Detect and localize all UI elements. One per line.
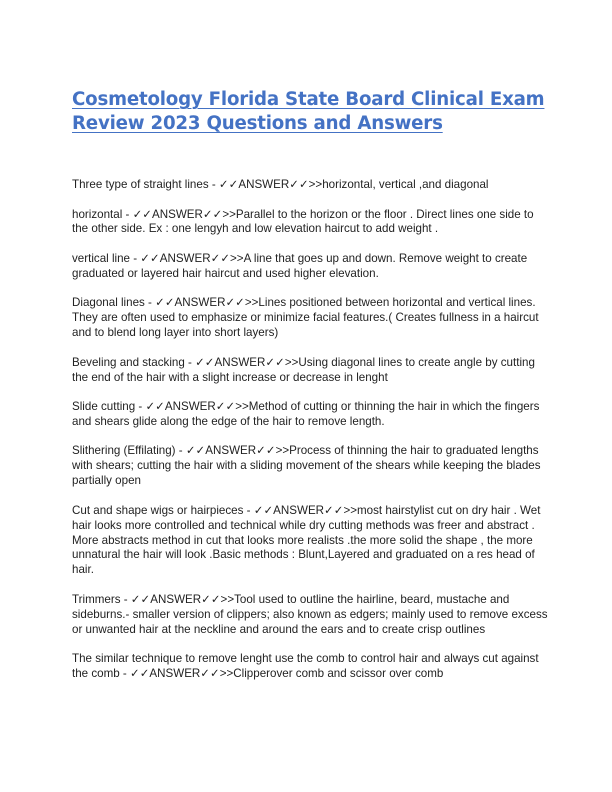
- qa-entry: Beveling and stacking - ✓✓ANSWER✓✓>>Using diagonal lines to create angle by cutting the end of the hair with a slight increase or decrease in lenght: [72, 355, 535, 384]
- document-title: Cosmetology Florida State Board Clinical Exam Review 2023 Questions and Answers: [72, 89, 545, 134]
- qa-entry: Diagonal lines - ✓✓ANSWER✓✓>>Lines positioned between horizontal and vertical lines. They are often used to emphasize or minimize facial features.( Creates fullness in a haircut and to blend long layer into short layers): [72, 296, 539, 340]
- qa-entry: vertical line - ✓✓ANSWER✓✓>>A line that goes up and down. Remove weight to create graduated or layered hair haircut and used higher elevation.: [72, 251, 528, 280]
- document-body: [72, 178, 548, 697]
- qa-entry: Cut and shape wigs or hairpieces - ✓✓ANSWER✓✓>>most hairstylist cut on dry hair . Wet hair looks more controlled and technical while dry cutting methods was freer and abstract . More abstracts method in cut that looks more realists .the more solid the shape , the more unnatural the hair will look .Basic methods : Blunt,Layered and graduated on a res head of hair.: [72, 503, 541, 577]
- qa-entry: Trimmers - ✓✓ANSWER✓✓>>Tool used to outline the hairline, beard, mustache and sideburns.- smaller version of clippers; also known as edgers; mainly used to remove excess or unwanted hair at the neckline and around the ears and to create crisp outlines: [72, 592, 548, 636]
- qa-entry: horizontal - ✓✓ANSWER✓✓>>Parallel to the horizon or the floor . Direct lines one side to the other side. Ex : one lengyh and low elevation haircut to add weight .: [72, 207, 534, 236]
- qa-entry: The similar technique to remove lenght use the comb to control hair and always cut against the comb - ✓✓ANSWER✓✓>>Clipperover comb and scissor over comb: [72, 652, 539, 681]
- qa-entry: Slide cutting - ✓✓ANSWER✓✓>>Method of cutting or thinning the hair in which the fingers and shears glide along the edge of the hair to remove length.: [72, 400, 540, 428]
- qa-entry: Slithering (Effilating) - ✓✓ANSWER✓✓>>Process of thinning the hair to graduated lengths with shears; cutting the hair with a sliding movement of the shears while keeping the blades partially open: [72, 444, 541, 488]
- qa-entry: Three type of straight lines - ✓✓ANSWER✓✓>>horizontal, vertical ,and diagonal: [72, 178, 489, 191]
